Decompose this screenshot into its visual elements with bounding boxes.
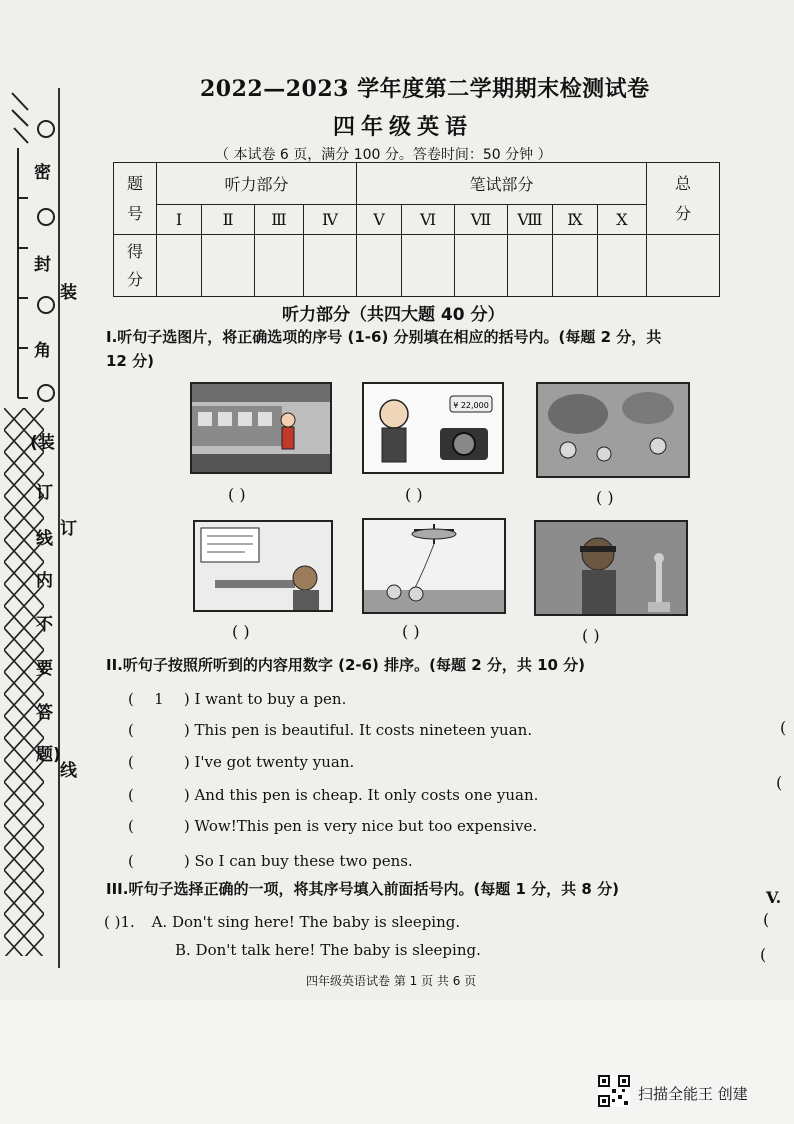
binding-char: (装 xyxy=(30,433,55,453)
numeral-cell: Ⅵ xyxy=(402,205,455,235)
binding-char: 密 xyxy=(34,163,51,183)
numeral-cell: Ⅳ xyxy=(304,205,357,235)
q3-answer-box[interactable]: ( )1. xyxy=(104,913,135,931)
q2-item: ( ) So I can buy these two pens. xyxy=(128,852,413,870)
numeral-cell: Ⅰ xyxy=(157,205,202,235)
picture-camera-price xyxy=(362,382,504,474)
score-cell[interactable] xyxy=(255,235,304,297)
answer-paren[interactable]: ( ) xyxy=(405,485,423,504)
picture-train-station xyxy=(190,382,332,474)
score-cell[interactable] xyxy=(402,235,455,297)
park-illustration xyxy=(538,384,688,476)
q3-option-b: B. Don't talk here! The baby is sleeping. xyxy=(175,941,481,959)
binding-char: 题) xyxy=(36,745,61,765)
picture-classroom xyxy=(193,520,333,612)
binding-char: 内 xyxy=(36,571,53,591)
q3-option-a: A. Don't sing here! The baby is sleeping. xyxy=(151,913,461,931)
score-table xyxy=(113,162,720,297)
exam-title: 2022—2023 学年度第二学期期末检测试卷 xyxy=(200,76,650,102)
edge-mark: ( xyxy=(760,945,767,964)
answer-paren[interactable]: ( ) xyxy=(402,622,420,641)
order-answer-box[interactable]: 1 xyxy=(154,690,164,708)
binding-char: 不 xyxy=(36,615,53,635)
price-tag-text: ¥ 22,000 xyxy=(453,401,489,410)
numeral-cell: Ⅲ xyxy=(255,205,304,235)
binding-side-char: 订 xyxy=(60,519,77,539)
q2-item: ( ) I've got twenty yuan. xyxy=(128,753,355,771)
binding-circle xyxy=(37,120,55,138)
q2-title: II.听句子按照所听到的内容用数字 (2-6) 排序。(每题 2 分，共 10 分) xyxy=(106,656,586,674)
q3-item-1 xyxy=(104,913,460,931)
numeral-cell: Ⅴ xyxy=(357,205,402,235)
q1-title-line1: I.听句子选图片，将正确选项的序号 (1-6) 分别填在相应的括号内。(每题 2 分，共 xyxy=(106,328,662,346)
binding-circle xyxy=(37,296,55,314)
statue-illustration xyxy=(536,522,686,614)
q2-item: ( ) Wow!This pen is very nice but too expensive. xyxy=(128,817,538,835)
exam-subject: 四年级英语 xyxy=(333,114,474,140)
q2-item: ( ) This pen is beautiful. It costs nineteen yuan. xyxy=(128,721,533,739)
page-footer: 四年级英语试卷 第 1 页 共 6 页 xyxy=(306,974,477,988)
writing-header: 笔试部分 xyxy=(357,163,647,205)
answer-paren[interactable]: ( ) xyxy=(228,485,246,504)
q3-title: III.听句子选择正确的一项，将其序号填入前面括号内。(每题 1 分，共 8 分) xyxy=(106,880,619,898)
score-cell[interactable] xyxy=(455,235,508,297)
qr-code-icon xyxy=(598,1075,630,1107)
scanner-label: 扫描全能王 创建 xyxy=(638,1085,748,1103)
kite-illustration xyxy=(364,520,504,612)
score-cell[interactable] xyxy=(553,235,598,297)
answer-paren[interactable]: ( ) xyxy=(232,622,250,641)
binding-char: 答 xyxy=(36,703,53,723)
answer-paren[interactable]: ( ) xyxy=(596,488,614,507)
binding-char: 订 xyxy=(36,483,53,503)
q2-item: ( 1 ) I want to buy a pen. xyxy=(128,690,347,708)
numeral-cell: Ⅷ xyxy=(508,205,553,235)
section-title: 听力部分（共四大题 40 分） xyxy=(282,305,505,325)
score-label-cell: 得 分 xyxy=(114,235,157,297)
answer-paren[interactable]: ( ) xyxy=(582,626,600,645)
edge-mark: ( xyxy=(763,910,770,929)
edge-mark: V. xyxy=(766,888,782,907)
classroom-illustration xyxy=(195,522,331,610)
picture-kite xyxy=(362,518,506,614)
score-cell[interactable] xyxy=(304,235,357,297)
camera-illustration xyxy=(364,384,502,472)
binding-side-char: 线 xyxy=(60,761,77,781)
numeral-cell: Ⅱ xyxy=(202,205,255,235)
score-cell[interactable] xyxy=(647,235,720,297)
score-cell[interactable] xyxy=(357,235,402,297)
binding-circle xyxy=(37,384,55,402)
numeral-cell: Ⅶ xyxy=(455,205,508,235)
edge-mark: ( xyxy=(776,773,783,792)
binding-char: 封 xyxy=(34,255,51,275)
q2-item: ( ) And this pen is cheap. It only costs one yuan. xyxy=(128,786,539,804)
binding-char: 线 xyxy=(36,529,53,549)
binding-char: 要 xyxy=(36,659,53,679)
score-cell[interactable] xyxy=(157,235,202,297)
exam-subtitle: （ 本试卷 6 页，满分 100 分。答卷时间：50 分钟 ） xyxy=(215,147,552,163)
binding-side-char: 装 xyxy=(60,283,77,303)
binding-char: 角 xyxy=(34,341,51,361)
numeral-cell: Ⅸ xyxy=(553,205,598,235)
score-cell[interactable] xyxy=(508,235,553,297)
total-header: 总 分 xyxy=(647,163,720,235)
binding-circle xyxy=(37,208,55,226)
picture-statue-of-liberty xyxy=(534,520,688,616)
train-station-illustration xyxy=(192,384,330,472)
score-cell[interactable] xyxy=(202,235,255,297)
edge-mark: ( xyxy=(780,718,787,737)
listening-header: 听力部分 xyxy=(157,163,357,205)
score-cell[interactable] xyxy=(598,235,647,297)
picture-park-scene xyxy=(536,382,690,478)
q1-title-line2: 12 分) xyxy=(106,352,154,370)
table-header-cell: 题 号 xyxy=(114,163,157,235)
numeral-cell: Ⅹ xyxy=(598,205,647,235)
